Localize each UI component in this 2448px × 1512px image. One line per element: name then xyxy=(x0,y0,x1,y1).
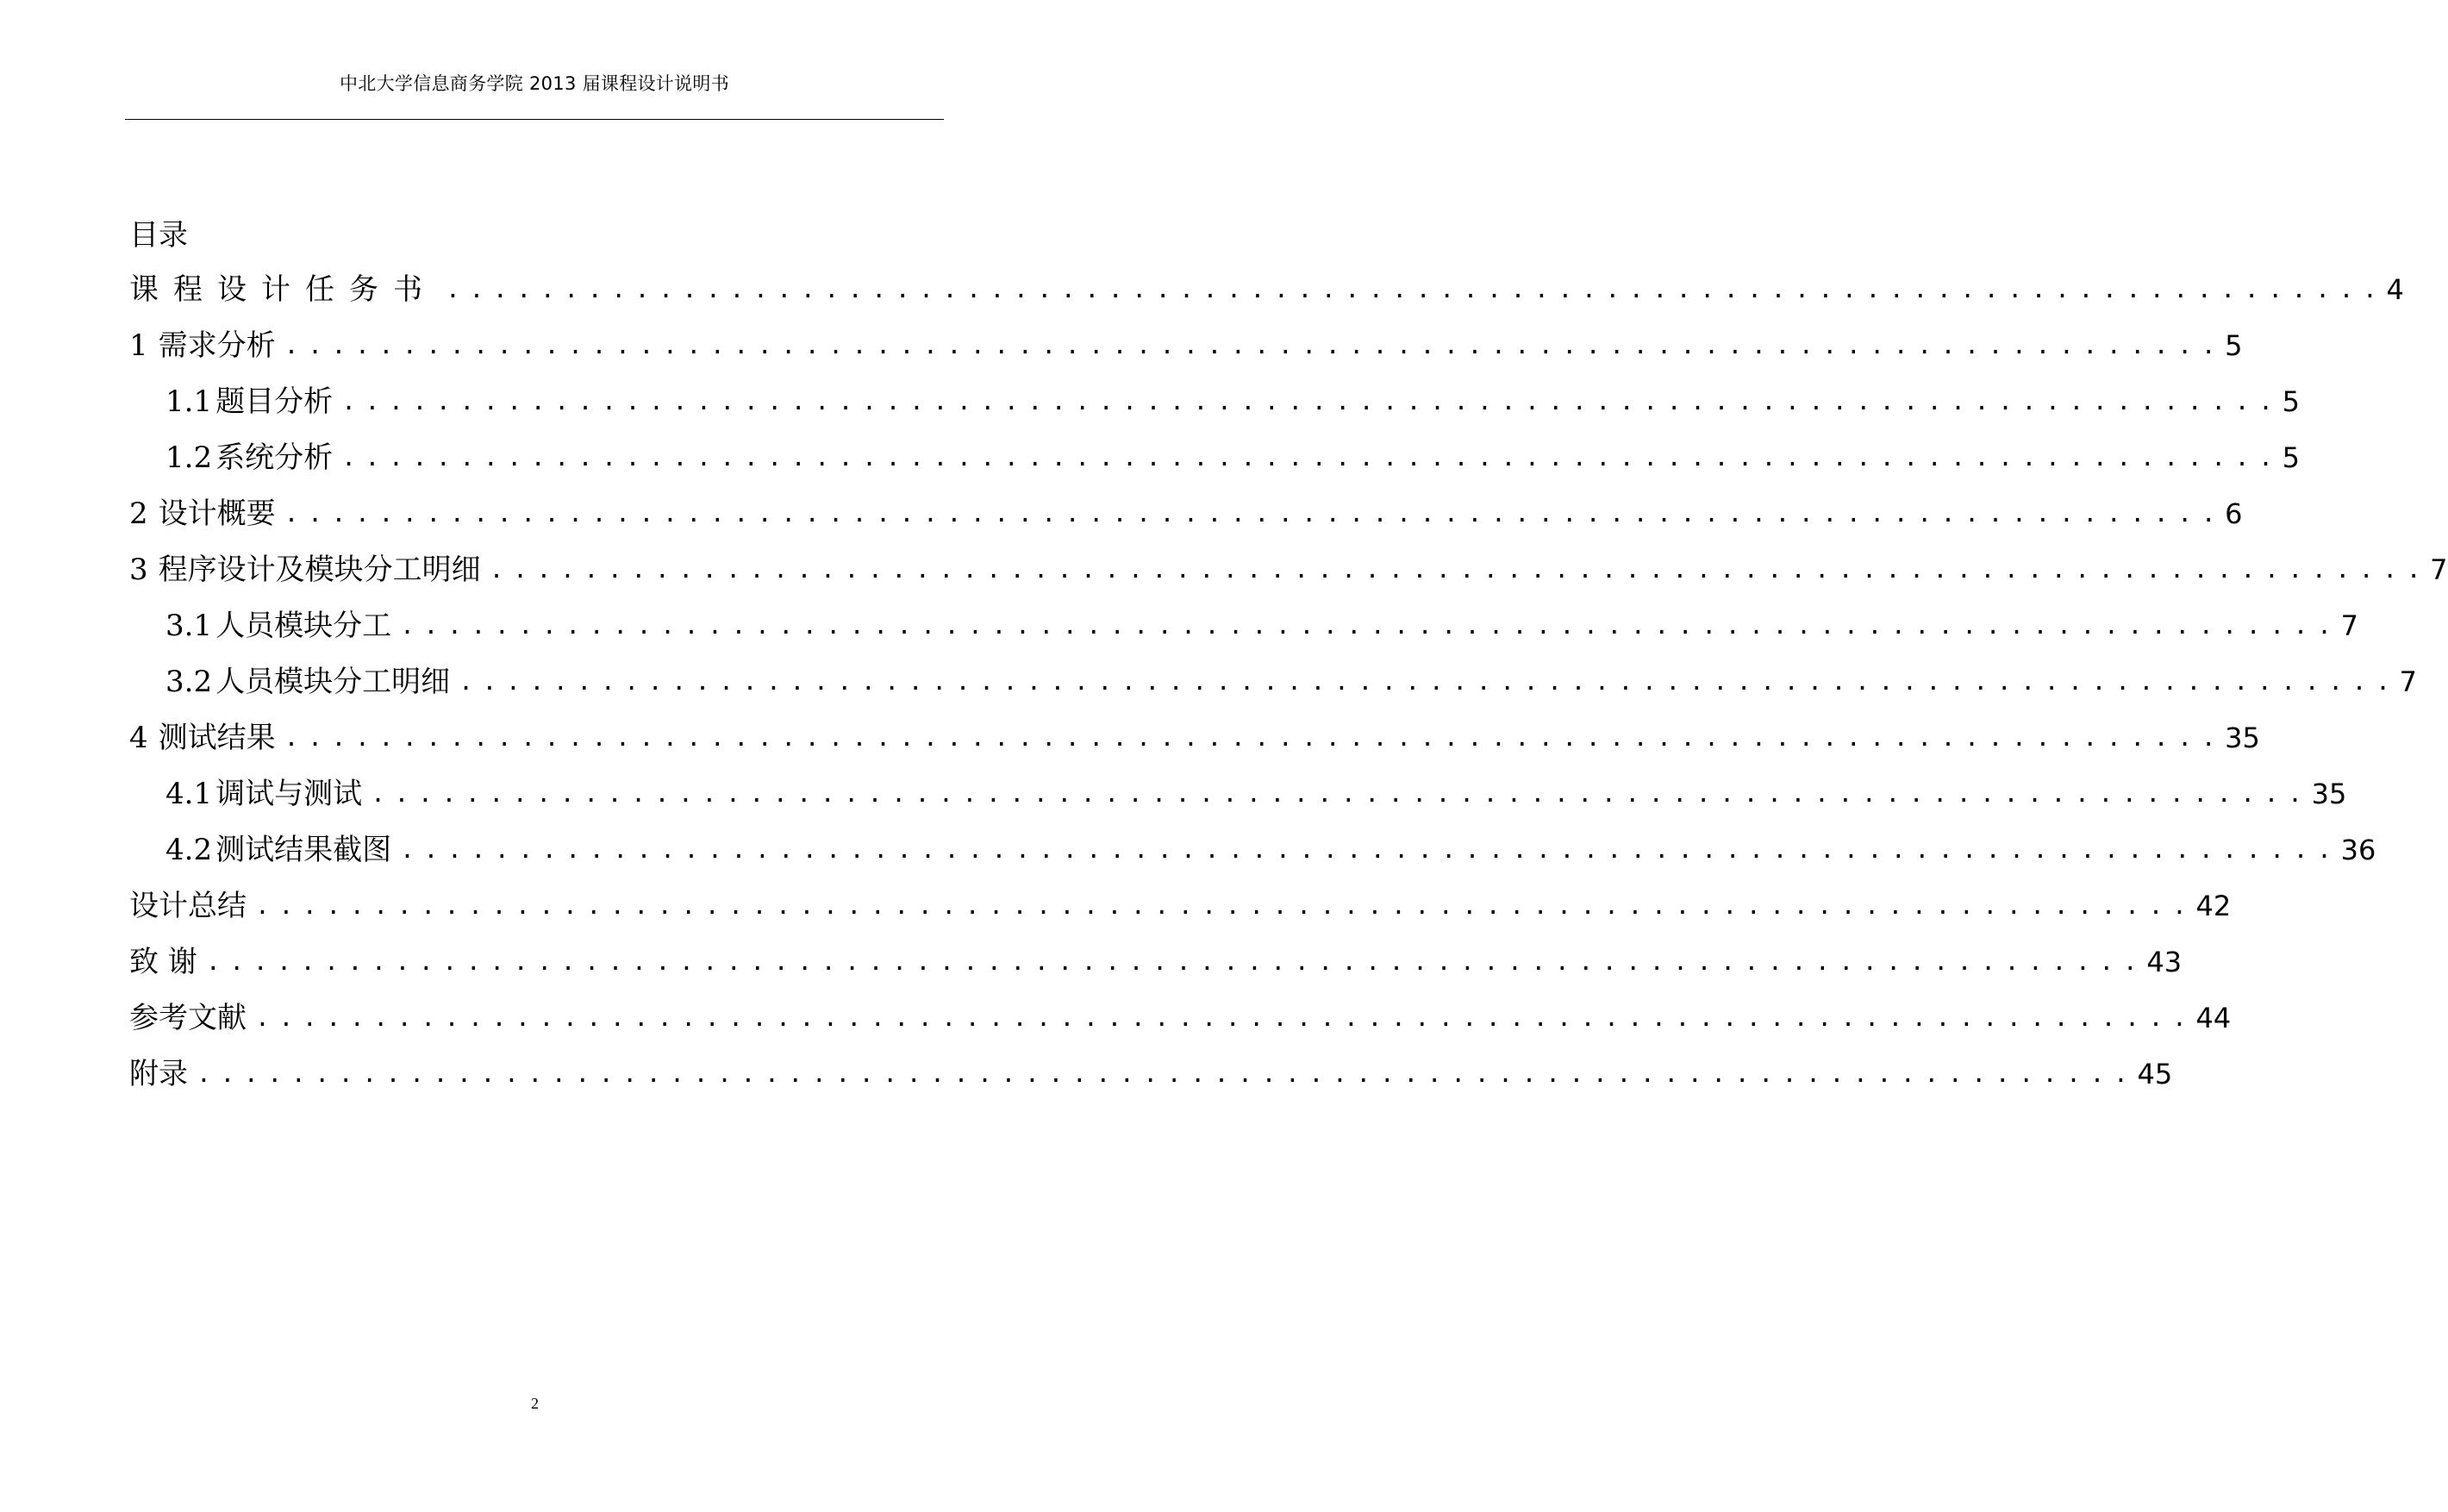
toc-entry-label: 程序设计及模块分工明细 xyxy=(158,553,481,587)
toc-entry-page: 42 xyxy=(2195,890,2232,922)
toc-entry-label: 附录 xyxy=(129,1057,188,1091)
toc-entry-page: 7 xyxy=(2340,609,2358,642)
toc-entry-label: 题目分析 xyxy=(215,384,334,419)
toc-entry-page: 5 xyxy=(2225,329,2243,362)
toc-title: 目录 xyxy=(129,218,188,253)
toc-entry-number: 4.2 xyxy=(165,833,213,867)
toc-entry-1[interactable] xyxy=(129,324,2243,367)
page-number: 2 xyxy=(531,1395,539,1412)
toc-dot-leader: .................................................................................. xyxy=(284,723,2226,752)
toc-entry-page: 7 xyxy=(2399,665,2417,698)
toc-entry-number: 4.1 xyxy=(165,777,213,811)
toc-dot-leader: .................................................................................. xyxy=(371,779,2312,808)
toc-entry-page: 36 xyxy=(2340,834,2376,866)
toc-entry-label: 调试与测试 xyxy=(215,777,363,811)
toc-entry-label: 人员模块分工明细 xyxy=(215,665,451,699)
toc-entry-label: 设计总结 xyxy=(129,889,247,923)
toc-entry-number: 1.1 xyxy=(165,384,213,419)
toc-entry-label: 需求分析 xyxy=(158,328,276,363)
toc-entry-appendix[interactable] xyxy=(129,1053,2173,1096)
toc-entry-references[interactable] xyxy=(129,997,2232,1040)
header-rule xyxy=(125,119,944,120)
toc-entry-number: 4 xyxy=(129,721,148,755)
toc-dot-leader: .................................................................................. xyxy=(255,1003,2196,1032)
toc-dot-leader: .................................................................................. xyxy=(400,835,2341,864)
toc-entry-page: 35 xyxy=(2311,778,2347,810)
toc-entry-label: 系统分析 xyxy=(215,440,334,475)
toc-dot-leader: .................................................................................. xyxy=(489,555,2431,584)
toc-entry-page: 44 xyxy=(2195,1002,2232,1034)
toc-entry-label: 测试结果 xyxy=(158,721,276,755)
toc-entry-page: 4 xyxy=(2386,273,2404,306)
toc-entry-page: 45 xyxy=(2137,1058,2173,1090)
toc-dot-leader: .................................................................................. xyxy=(284,331,2226,359)
toc-dot-leader: .................................................................................. xyxy=(197,1059,2138,1088)
toc-dot-leader: .................................................................................. xyxy=(341,443,2283,472)
toc-entry-1-2[interactable] xyxy=(165,436,2300,479)
toc-dot-leader: .................................................................................. xyxy=(284,499,2226,528)
running-header: 中北大学信息商务学院 2013 届课程设计说明书 xyxy=(340,73,729,94)
toc-entry-task-book[interactable] xyxy=(129,268,2404,311)
toc-entry-page: 5 xyxy=(2282,441,2300,474)
toc-entry-summary[interactable] xyxy=(129,884,2232,928)
toc-entry-acknowledgements[interactable] xyxy=(129,940,2183,984)
toc-entry-page: 7 xyxy=(2430,553,2448,586)
toc-entry-number: 3 xyxy=(129,553,148,587)
toc-entry-label: 人员模块分工 xyxy=(215,609,392,643)
toc-entry-label: 测试结果截图 xyxy=(215,833,392,867)
toc-dot-leader: .................................................................................. xyxy=(446,275,2387,303)
toc-entry-2[interactable] xyxy=(129,492,2243,535)
toc-entry-number: 3.1 xyxy=(165,609,213,643)
toc-entry-label: 课程设计任务书 xyxy=(129,272,437,307)
toc-entry-page: 35 xyxy=(2225,722,2260,754)
toc-entry-page: 6 xyxy=(2225,497,2243,530)
toc-entry-1-1[interactable] xyxy=(165,380,2300,423)
toc-dot-leader: .................................................................................. xyxy=(341,387,2283,415)
toc-entry-number: 1.2 xyxy=(165,440,213,475)
toc-entry-4[interactable] xyxy=(129,716,2260,759)
toc-entry-4-1[interactable] xyxy=(165,772,2347,815)
toc-entry-number: 3.2 xyxy=(165,665,213,699)
toc-entry-page: 43 xyxy=(2146,946,2183,978)
toc-entry-label: 参考文献 xyxy=(129,1001,247,1035)
toc-dot-leader: .................................................................................. xyxy=(255,891,2196,920)
toc-dot-leader: .................................................................................. xyxy=(205,947,2147,976)
toc-entry-3-1[interactable] xyxy=(165,604,2358,647)
toc-dot-leader: .................................................................................. xyxy=(459,667,2400,696)
toc-entry-label: 设计概要 xyxy=(158,497,276,531)
toc-dot-leader: .................................................................................. xyxy=(400,611,2341,640)
toc-entry-label: 致 谢 xyxy=(129,945,197,979)
toc-entry-number: 2 xyxy=(129,497,148,531)
toc-entry-page: 5 xyxy=(2282,385,2300,418)
toc-entry-4-2[interactable] xyxy=(165,828,2376,872)
toc-entry-number: 1 xyxy=(129,328,148,363)
toc-entry-3[interactable] xyxy=(129,548,2448,591)
toc-entry-3-2[interactable] xyxy=(165,660,2417,703)
